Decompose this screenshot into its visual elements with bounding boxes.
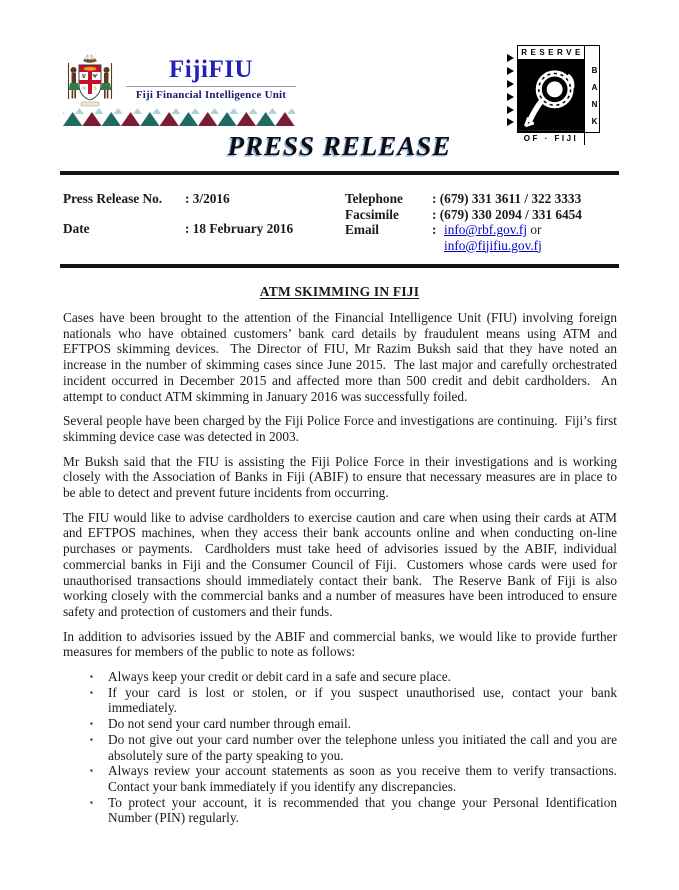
brand-name: FijiFIU bbox=[168, 56, 254, 83]
paragraph: The FIU would like to advise cardholders to exercise caution and care when using their cards at ATM and EFTPOS machines, when they access their bank accounts online and when conducting on-line purchases or payments. Cardholders must take heed of advisories issued by the ABIF, individual commercial banks in Fiji and the Consumer Council of Fiji. Customers whose cards were used for unauthorised transactions should immediately contact their bank. The Reserve Bank of Fiji is also working closely with the commercial banks and a number of measures have been introduced to ensure safety and protection of customers and their funds. bbox=[63, 509, 621, 619]
bullet-marker: ▪ bbox=[90, 672, 93, 682]
press-release-no-row bbox=[63, 191, 345, 207]
facsimile-value: : (679) 330 2094 / 331 6454 bbox=[432, 206, 582, 222]
bullet-text: Do not send your card number through email. bbox=[108, 716, 351, 732]
paragraph: Several people have been charged by the Fiji Police Force and investigations are continuing. Fiji’s first skimming device case was detected in 2003. bbox=[63, 413, 621, 444]
rbf-zigzag-decoration bbox=[506, 54, 515, 131]
bullet-text: If your card is lost or stolen, or if you suspect unauthorised use, contact your bank immediately. bbox=[108, 684, 621, 716]
meta-right-column bbox=[345, 191, 617, 253]
horizontal-rule-top bbox=[60, 171, 619, 175]
press-release-no-value: : 3/2016 bbox=[185, 191, 230, 206]
list-item bbox=[63, 716, 617, 732]
bullet-text: To protect your account, it is recommended that you change your Personal Identification Number (PIN) regularly. bbox=[108, 794, 621, 826]
fiji-coat-of-arms-icon bbox=[64, 54, 116, 110]
telephone-label: Telephone bbox=[345, 191, 403, 206]
bullet-text: Always review your account statements as soon as you receive them to verify transactions. Contact your bank immediately if you identify any discrepancies. bbox=[108, 763, 624, 794]
brand-block bbox=[126, 57, 296, 101]
rbf-logo-frame bbox=[517, 45, 600, 143]
date-row bbox=[63, 221, 345, 237]
rbf-logo-top-text: RESERVE bbox=[518, 46, 585, 60]
triangle-band-decoration bbox=[63, 108, 295, 126]
list-item bbox=[63, 794, 621, 826]
bullet-text: Always keep your credit or debit card in a safe and secure place. bbox=[108, 669, 451, 685]
email-link-fijifiu[interactable]: info@fijifiu.gov.fj bbox=[444, 237, 542, 253]
meta-block bbox=[63, 191, 617, 253]
paragraph: Mr Buksh said that the FIU is assisting the Fiji Police Force in their investigations and is working closely with the Association of Banks in Fiji (ABIF) to ensure that necessary measures are in place to be able to detect and prevent future incidents from occurring. bbox=[63, 453, 621, 501]
telephone-value: : (679) 331 3611 / 322 3333 bbox=[432, 191, 582, 206]
email-conjunction: or bbox=[530, 222, 542, 237]
reserve-bank-of-fiji-logo bbox=[506, 45, 600, 143]
email-row bbox=[345, 222, 617, 253]
page-title: PRESS RELEASE bbox=[227, 131, 452, 161]
brand-subtitle: Fiji Financial Intelligence Unit bbox=[126, 86, 296, 101]
facsimile-label: Facsimile bbox=[345, 206, 399, 222]
rbf-logo-side-text: BANK bbox=[590, 66, 599, 135]
article-heading: ATM SKIMMING IN FIJI bbox=[259, 284, 420, 299]
list-item bbox=[63, 669, 617, 685]
list-item bbox=[63, 763, 624, 794]
bullet-marker: ▪ bbox=[90, 797, 93, 807]
paragraph: Cases have been brought to the attention of the Financial Intelligence Unit (FIU) involving foreign nationals who have obtained customers’ bank card details by fraudulent means using ATM and EFTPOS skimming devices. The Director of FIU, Mr Razim Buksh said that they have noted an increase in the number of skimming cases since June 2015. The last major and carefully orchestrated incident occurred in December 2015 and affected more than 500 credit and debit cardholders. An attempt to conduct ATM skimming in January 2016 was successfully foiled. bbox=[63, 310, 621, 404]
telephone-row bbox=[345, 191, 617, 207]
date-value: : 18 February 2016 bbox=[185, 221, 294, 236]
meta-left-column bbox=[63, 191, 345, 253]
press-release-no-label: Press Release No. bbox=[63, 191, 163, 206]
email-value bbox=[444, 222, 617, 253]
bullet-marker: ▪ bbox=[90, 734, 93, 744]
list-item bbox=[63, 684, 621, 716]
bullet-marker: ▪ bbox=[90, 687, 93, 697]
advisory-bullet-list bbox=[63, 669, 624, 826]
rbf-logo-emblem-icon bbox=[518, 60, 585, 131]
bullet-marker: ▪ bbox=[90, 719, 93, 729]
email-link-rbf[interactable]: info@rbf.gov.fj bbox=[444, 222, 528, 237]
facsimile-row bbox=[345, 207, 617, 223]
bullet-marker: ▪ bbox=[90, 766, 93, 776]
rbf-logo-bottom-text: OF · FIJI bbox=[518, 131, 585, 145]
date-label: Date bbox=[63, 221, 90, 236]
paragraph: In addition to advisories issued by the ABIF and commercial banks, we would like to provide further measures for members of the public to note as follows: bbox=[63, 628, 621, 660]
email-label: Email bbox=[345, 222, 379, 237]
article-text bbox=[63, 310, 624, 826]
email-colon: : bbox=[432, 222, 437, 237]
list-item bbox=[63, 731, 621, 763]
bullet-text: Do not give out your card number over the telephone unless you initiated the call and you are absolutely sure of the party speaking to you. bbox=[108, 731, 621, 763]
horizontal-rule-bottom bbox=[60, 264, 619, 268]
